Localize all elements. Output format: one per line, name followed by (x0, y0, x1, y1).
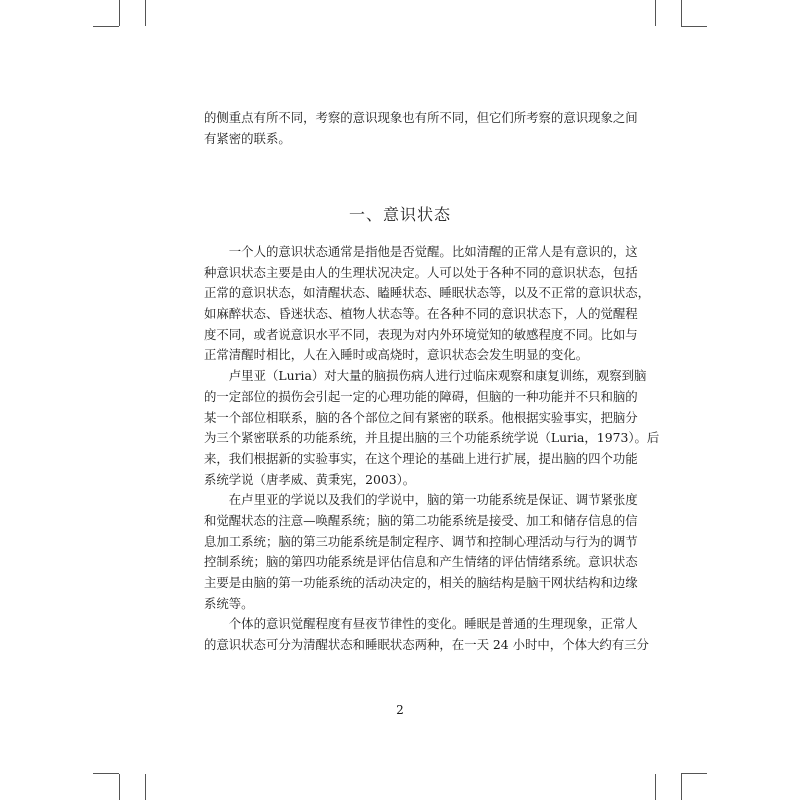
crop-mark (681, 26, 707, 27)
crop-mark (119, 0, 120, 26)
text-line: 一个人的意识状态通常是指他是否觉醒。比如清醒的正常人是有意识的，这 (228, 244, 638, 259)
text-line: 来，我们根据新的实验事实，在这个理论的基础上进行扩展，提出脑的四个功能 (204, 450, 638, 466)
paragraph (204, 614, 649, 655)
body-text (204, 242, 660, 656)
text-line: 的一定部位的损伤会引起一定的心理功能的障碍，但脑的一种功能并不只和脑的 (204, 388, 638, 404)
text-line: 个体的意识觉醒程度有昼夜节律性的变化。睡眠是普通的生理现象，正常人 (228, 616, 638, 632)
paragraph (204, 490, 638, 614)
crop-mark (681, 774, 682, 800)
text-line: 有紧密的联系。 (204, 130, 291, 146)
intro-text (204, 108, 638, 149)
text-line: 某一个部位相联系，脑的各个部位之间有紧密的联系。他根据实验事实，把脑分 (204, 409, 638, 425)
paragraph (204, 366, 660, 490)
crop-mark (119, 774, 120, 800)
text-line: 种意识状态主要是由人的生理状况决定。人可以处于各种不同的意识状态，包括 (204, 264, 638, 280)
text-line: 如麻醉状态、昏迷状态、植物人状态等。在各种不同的意识状态下，人的觉醒程 (204, 306, 638, 322)
text-line: 控制系统；脑的第四功能系统是评估信息和产生情绪的评估情绪系统。意识状态 (204, 554, 638, 570)
text-line: 和觉醒状态的注意—唤醒系统；脑的第二功能系统是接受、加工和储存信息的信 (204, 512, 638, 528)
crop-mark (145, 0, 146, 26)
text-line: 度不同，或者说意识水平不同，表现为对内外环境觉知的敏感程度不同。比如与 (204, 326, 638, 342)
crop-mark (655, 774, 656, 800)
crop-mark (93, 26, 119, 27)
text-line: 正常清醒时相比，人在入睡时或高烧时，意识状态会发生明显的变化。 (204, 347, 589, 363)
crop-mark (681, 773, 707, 774)
text-line: 在卢里亚的学说以及我们的学说中，脑的第一功能系统是保证、调节紧张度 (228, 492, 638, 508)
text-line: 的意识状态可分为清醒状态和睡眠状态两种，在一天 24 小时中，个体大约有三分 (204, 637, 649, 653)
crop-mark (145, 774, 146, 800)
text-line: 系统等。 (204, 595, 254, 611)
text-line: 主要是由脑的第一功能系统的活动决定的，相关的脑结构是脑干网状结构和边缘 (204, 575, 638, 590)
crop-mark (655, 0, 656, 26)
crop-mark (93, 773, 119, 774)
text-line: 正常的意识状态，如清醒状态、瞌睡状态、睡眠状态等，以及不正常的意识状态， (204, 285, 651, 301)
paragraph (204, 242, 651, 366)
text-line: 系统学说（唐孝威、黄秉宪，2003）。 (204, 471, 416, 487)
section-title: 一、意识状态 (348, 205, 451, 224)
text-line: 为三个紧密联系的功能系统，并且提出脑的三个功能系统学说（Luria，1973）。后 (204, 430, 660, 446)
page-number: 2 (396, 703, 404, 717)
text-line: 的侧重点有所不同，考察的意识现象也有所不同，但它们所考察的意识现象之间 (204, 110, 638, 125)
crop-mark (681, 0, 682, 26)
text-line: 卢里亚（Luria）对大量的脑损伤病人进行过临床观察和康复训练，观察到脑 (228, 368, 647, 384)
text-line: 息加工系统；脑的第三功能系统是制定程序、调节和控制心理活动与行为的调节 (204, 533, 638, 549)
